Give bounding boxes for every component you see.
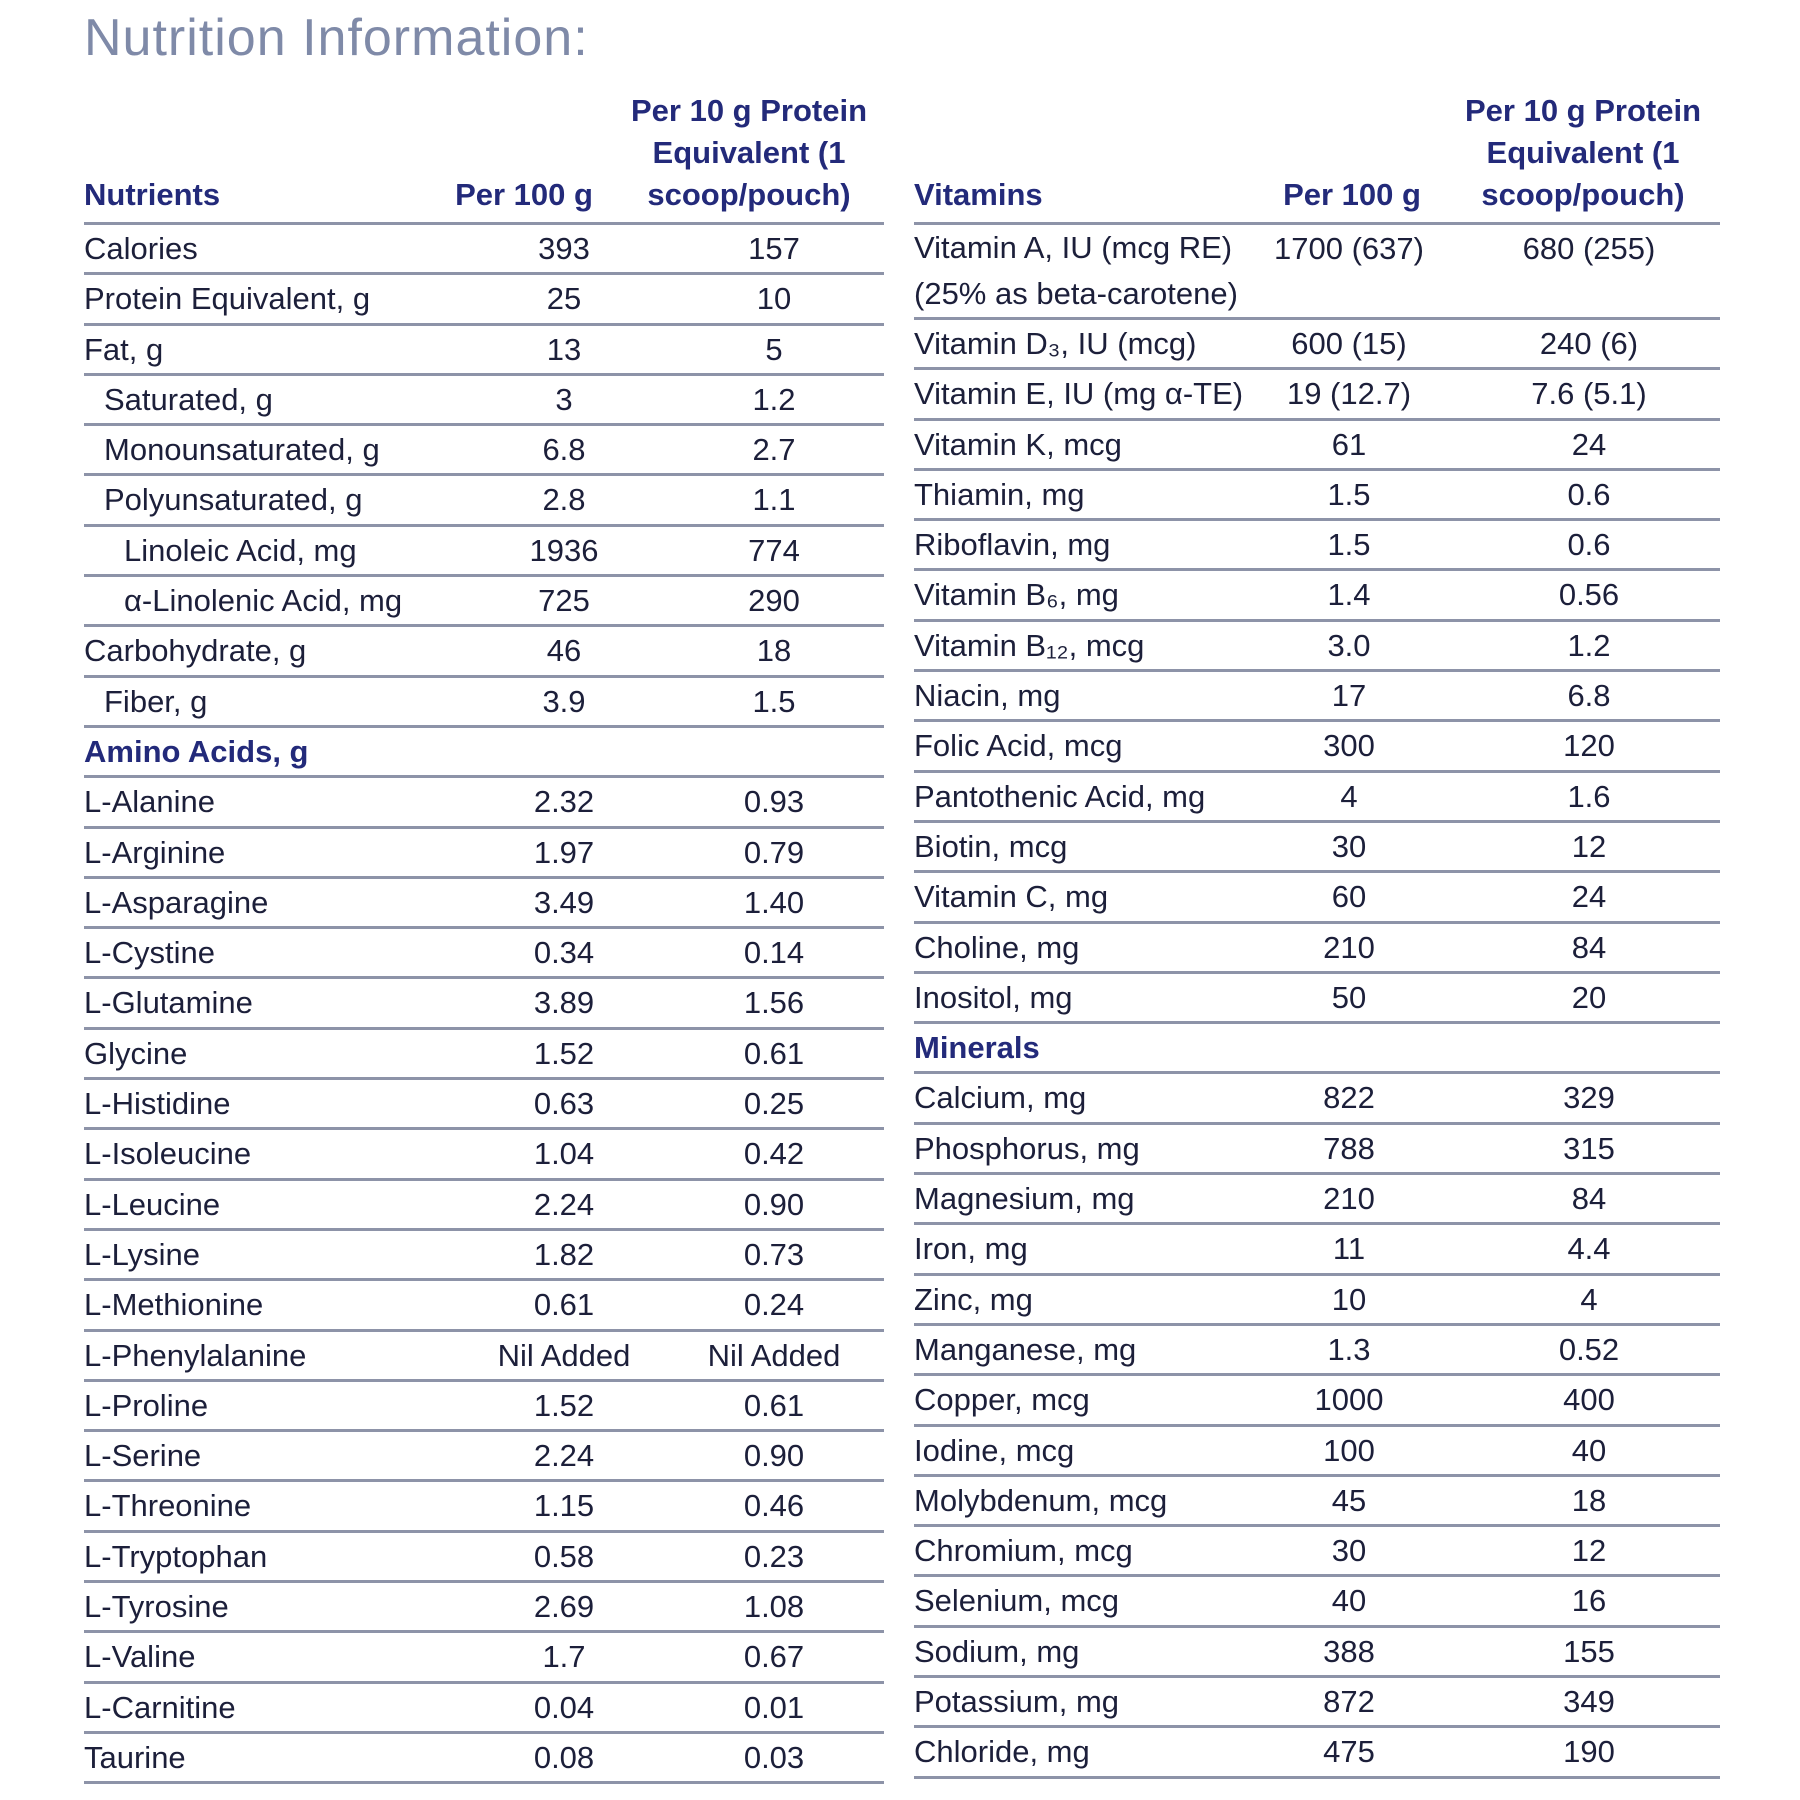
nutrient-name: Calories [84,231,198,266]
per-100g-value: 6.8 [542,432,586,468]
nutrient-name: Choline, mg [914,929,1080,965]
per-10g-value: 40 [1571,1432,1607,1468]
per-10g-value: 84 [1571,1181,1607,1217]
table-row [84,1181,884,1231]
per-100g-value: 2.8 [542,482,586,518]
section-header-row [84,728,884,778]
table-row [914,974,1720,1024]
per-100g-value: 393 [538,231,590,266]
per-10g-value: 1.56 [743,985,805,1021]
per-100g-value: 1.4 [1327,577,1371,613]
vitamins-minerals-rows [914,225,1720,1779]
per-10g-value: 774 [748,532,800,568]
table-row [84,376,884,426]
per-100g-value: 475 [1323,1734,1375,1770]
nutrient-name: Amino Acids, g [84,733,309,769]
per-100g-value: 1.52 [533,1035,595,1071]
nutrient-name: Minerals [914,1030,1040,1066]
table-row [84,426,884,476]
per-100g-value: 25 [546,281,582,317]
nutrient-name: Chloride, mg [914,1734,1090,1770]
per-100g-value: 40 [1331,1583,1367,1619]
table-row [84,979,884,1029]
nutrient-name: Vitamin C, mg [914,879,1109,915]
per-100g-value: 600 (15) [1291,326,1407,361]
per-100g-column-header: Per 100 g [455,177,593,212]
per-10g-value: 5 [765,331,783,367]
per-10g-value: 0.79 [743,834,805,870]
per-10g-value: 24 [1571,879,1607,915]
table-row [84,326,884,376]
nutrient-name: Copper, mcg [914,1382,1090,1418]
per-100g-value: 11 [1332,1231,1366,1267]
nutrient-name: L-Lysine [84,1236,201,1272]
per-10g-column-header: Per 10 g Protein Equivalent (1 scoop/pouch) [630,93,868,212]
nutrient-name: Carbohydrate, g [84,633,307,669]
per-10g-value: 1.1 [752,482,796,518]
per-10g-value: 190 [1563,1734,1615,1770]
nutrient-name: Selenium, mcg [914,1583,1120,1619]
per-100g-value: 2.69 [533,1589,595,1625]
table-row [914,672,1720,722]
nutrient-name: Vitamin E, IU (mg α-TE) [914,376,1244,412]
table-row [84,1332,884,1382]
per-10g-value: 0.90 [743,1438,805,1474]
table-row [84,1080,884,1130]
table-row [84,678,884,728]
per-100g-value: 0.08 [533,1739,595,1775]
nutrient-name: L-Methionine [84,1287,264,1323]
per-10g-value: 12 [1571,828,1607,864]
per-100g-value: 1000 [1314,1382,1384,1418]
per-100g-value: 60 [1331,879,1367,915]
per-100g-value: 3.0 [1327,627,1371,663]
nutrient-name: Vitamin B₆, mg [914,577,1119,613]
per-100g-value: 725 [538,583,590,619]
table-row [914,370,1720,420]
table-row [84,225,884,275]
per-100g-value: 210 [1323,1181,1375,1217]
nutrients-header [84,92,884,225]
table-row [914,1628,1720,1678]
per-100g-value: 3.89 [533,985,595,1021]
per-10g-value: 16 [1571,1583,1607,1619]
table-row [84,1382,884,1432]
nutrient-name: Sodium, mg [914,1633,1080,1669]
table-row [84,1130,884,1180]
table-row [84,1281,884,1331]
per-10g-value: 0.14 [743,935,805,971]
table-row [914,622,1720,672]
per-100g-value: 13 [546,331,582,367]
per-10g-value: 0.01 [743,1689,805,1725]
per-10g-value: 0.56 [1558,577,1620,613]
vitamins-minerals-table [914,92,1720,1779]
per-10g-value: 0.46 [743,1488,805,1524]
per-10g-value: 1.2 [1567,627,1611,663]
per-100g-value [1214,1024,1484,1071]
nutrient-name: L-Cystine [84,935,215,971]
per-10g-value: 2.7 [752,432,796,468]
per-10g-value: 1.40 [743,884,805,920]
table-row [84,1030,884,1080]
per-100g-value: 300 [1323,728,1375,764]
per-10g-value: 84 [1571,929,1607,965]
table-row [84,476,884,526]
per-10g-value: 0.90 [743,1186,805,1222]
vitamins-column-header: Vitamins [914,177,1043,212]
per-100g-value: 0.34 [533,935,595,971]
table-row [914,1427,1720,1477]
per-100g-value: 1.5 [1327,527,1371,563]
per-100g-value: 4 [1340,778,1358,814]
table-row [914,1175,1720,1225]
nutrient-name: Biotin, mcg [914,828,1068,864]
nutrient-name: L-Tryptophan [84,1538,268,1574]
nutrient-name: L-Tyrosine [84,1589,229,1625]
table-row [84,1734,884,1784]
table-row [914,571,1720,621]
per-100g-value: 10 [1331,1281,1367,1317]
per-100g-value: 1.04 [533,1136,595,1172]
per-10g-value: 0.61 [743,1035,805,1071]
nutrient-name: L-Carnitine [84,1689,236,1725]
per-10g-value: 4.4 [1567,1231,1611,1267]
nutrient-name: L-Isoleucine [84,1136,252,1172]
per-100g-value [464,728,664,775]
per-100g-value: 872 [1323,1684,1375,1720]
per-100g-value: 1.15 [533,1488,595,1524]
per-10g-value: 18 [1571,1482,1607,1518]
per-10g-value: 4 [1580,1281,1598,1317]
table-row [914,1728,1720,1778]
per-10g-column-header: Per 10 g Protein Equivalent (1 scoop/pouch) [1464,93,1702,212]
per-100g-value: 17 [1331,678,1367,714]
per-100g-value: 46 [546,633,582,669]
per-10g-value: 0.25 [743,1086,805,1122]
per-10g-value: 155 [1563,1633,1615,1669]
table-row [84,275,884,325]
table-row [84,778,884,828]
nutrient-name: Thiamin, mg [914,476,1085,512]
table-row [84,829,884,879]
per-10g-value: 7.6 (5.1) [1531,376,1647,412]
table-row [914,1477,1720,1527]
nutrient-name: Potassium, mg [914,1684,1120,1720]
per-100g-value: 1.82 [533,1236,595,1272]
per-100g-value: 19 (12.7) [1286,376,1412,412]
per-100g-value: 50 [1331,979,1367,1015]
per-10g-value: 0.93 [743,784,805,820]
per-100g-value: 61 [1331,426,1367,462]
table-row [914,1125,1720,1175]
nutrient-name: Linoleic Acid, mg [124,532,357,568]
nutrient-name: Inositol, mg [914,979,1073,1015]
table-row [914,1577,1720,1627]
per-100g-value: 2.32 [533,784,595,820]
per-10g-value: 24 [1571,426,1607,462]
nutrient-name: Pantothenic Acid, mg [914,778,1206,814]
per-10g-value [1454,1024,1724,1071]
table-row [914,1376,1720,1426]
table-row [914,1527,1720,1577]
nutrient-name: Saturated, g [104,381,273,417]
table-row [914,320,1720,370]
per-100g-value: 0.58 [533,1538,595,1574]
per-100g-value: 1.3 [1327,1331,1371,1367]
table-row [84,1231,884,1281]
table-row [914,1276,1720,1326]
nutrient-name: Magnesium, mg [914,1181,1135,1217]
nutrient-name: Vitamin B₁₂, mcg [914,627,1145,663]
per-100g-column-header: Per 100 g [1283,177,1421,212]
table-row [84,627,884,677]
nutrient-name: Zinc, mg [914,1281,1033,1317]
nutrient-name: L-Proline [84,1387,209,1423]
per-100g-value: 1.52 [533,1387,595,1423]
nutrient-name: L-Arginine [84,834,226,870]
per-100g-value: 0.04 [533,1689,595,1725]
per-10g-value: 0.67 [743,1639,805,1675]
nutrient-name: Iodine, mcg [914,1432,1075,1468]
nutrient-name: Monounsaturated, g [104,432,380,468]
nutrients-rows [84,225,884,1784]
table-row [914,924,1720,974]
table-row [84,577,884,627]
nutrient-name: L-Serine [84,1438,202,1474]
per-100g-value: 3 [555,381,573,417]
table-row [84,1482,884,1532]
table-row [84,1533,884,1583]
per-10g-value: 10 [756,281,792,317]
nutrient-name: L-Phenylalanine [84,1337,307,1373]
nutrient-name: L-Histidine [84,1086,231,1122]
nutrient-name: Fiber, g [104,683,208,719]
nutrient-name: L-Glutamine [84,985,253,1021]
per-10g-value: 120 [1563,728,1615,764]
per-100g-value: 822 [1323,1080,1375,1116]
table-row [914,722,1720,772]
per-10g-value: 157 [748,231,800,266]
nutrient-name: Iron, mg [914,1231,1028,1267]
per-10g-value: 1.6 [1567,778,1611,814]
per-100g-value: 2.24 [533,1438,595,1474]
per-100g-value: 45 [1331,1482,1367,1518]
per-10g-value: 1.08 [743,1589,805,1625]
per-100g-value: 210 [1323,929,1375,965]
per-10g-value: 1.5 [752,683,796,719]
nutrient-name: L-Alanine [84,784,215,820]
per-10g-value: 0.24 [743,1287,805,1323]
per-10g-value: 240 (6) [1539,326,1639,361]
per-10g-value: 0.6 [1567,527,1611,563]
nutrient-name: L-Threonine [84,1488,252,1524]
per-10g-value: 18 [756,633,792,669]
table-row [914,471,1720,521]
table-row [914,823,1720,873]
nutrient-name: Folic Acid, mcg [914,728,1123,764]
per-100g-value: 3.9 [542,683,586,719]
table-row [84,879,884,929]
per-10g-value: 0.6 [1567,476,1611,512]
per-10g-value: 315 [1563,1130,1615,1166]
per-10g-value: 0.73 [743,1236,805,1272]
nutrient-name: Protein Equivalent, g [84,281,371,317]
per-10g-value: 0.61 [743,1387,805,1423]
nutrient-name: Chromium, mcg [914,1533,1133,1569]
table-row [914,1326,1720,1376]
per-10g-value: 6.8 [1567,678,1611,714]
per-10g-value: 20 [1571,979,1607,1015]
nutrient-name: Niacin, mg [914,678,1061,714]
per-100g-value: 2.24 [533,1186,595,1222]
table-row [914,521,1720,571]
vitamins-header [914,92,1720,225]
nutrients-table [84,92,884,1784]
per-10g-value: 329 [1563,1080,1615,1116]
per-10g-value: 680 (255) [1522,231,1656,266]
per-10g-value: 290 [748,583,800,619]
per-10g-value: 400 [1563,1382,1615,1418]
table-row [84,1432,884,1482]
per-100g-value: 388 [1323,1633,1375,1669]
per-10g-value [674,728,874,775]
per-100g-value: 30 [1331,828,1367,864]
per-10g-value: 0.03 [743,1739,805,1775]
per-100g-value: 3.49 [533,884,595,920]
nutrient-name: Vitamin K, mcg [914,426,1122,462]
table-row [84,527,884,577]
nutrient-name: Glycine [84,1035,188,1071]
nutrient-name: L-Asparagine [84,884,269,920]
table-row [914,1225,1720,1275]
nutrient-name: Phosphorus, mg [914,1130,1140,1166]
table-row [84,1684,884,1734]
per-100g-value: 1936 [529,532,599,568]
per-100g-value: 788 [1323,1130,1375,1166]
per-100g-value: 1.5 [1327,476,1371,512]
nutrient-name: L-Valine [84,1639,196,1675]
nutrients-column-header: Nutrients [84,177,221,212]
nutrient-name: Manganese, mg [914,1331,1137,1367]
page-title: Nutrition Information: [84,9,589,67]
per-10g-value: Nil Added [707,1337,841,1373]
per-100g-value: Nil Added [497,1337,631,1373]
table-row [84,1583,884,1633]
table-row [84,1633,884,1683]
per-10g-value: 0.52 [1558,1331,1620,1367]
nutrient-name: Fat, g [84,331,164,367]
table-row [914,421,1720,471]
nutrient-name: Taurine [84,1739,186,1775]
nutrient-name: Vitamin D₃, IU (mcg) [914,326,1197,361]
per-100g-value: 0.63 [533,1086,595,1122]
per-10g-value: 12 [1571,1533,1607,1569]
nutrient-name: Vitamin A, IU (mcg RE) (25% as beta-carotene) [914,230,1238,311]
table-row [84,929,884,979]
table-row [914,873,1720,923]
table-row [914,773,1720,823]
nutrient-name: L-Leucine [84,1186,221,1222]
per-10g-value: 0.42 [743,1136,805,1172]
per-100g-value: 1700 (637) [1274,231,1424,266]
per-100g-value: 30 [1331,1533,1367,1569]
nutrient-name: Calcium, mg [914,1080,1087,1116]
per-100g-value: 0.61 [533,1287,595,1323]
per-10g-value: 0.23 [743,1538,805,1574]
per-100g-value: 100 [1323,1432,1375,1468]
section-header-row [914,1024,1720,1074]
table-row [914,225,1720,320]
per-100g-value: 1.7 [542,1639,586,1675]
table-row [914,1678,1720,1728]
per-10g-value: 349 [1563,1684,1615,1720]
nutrient-name: Riboflavin, mg [914,527,1111,563]
per-10g-value: 1.2 [752,381,796,417]
table-row [914,1074,1720,1124]
nutrient-name: α-Linolenic Acid, mg [124,583,403,619]
nutrient-name: Molybdenum, mcg [914,1482,1168,1518]
per-100g-value: 1.97 [533,834,595,870]
nutrient-name: Polyunsaturated, g [104,482,363,518]
